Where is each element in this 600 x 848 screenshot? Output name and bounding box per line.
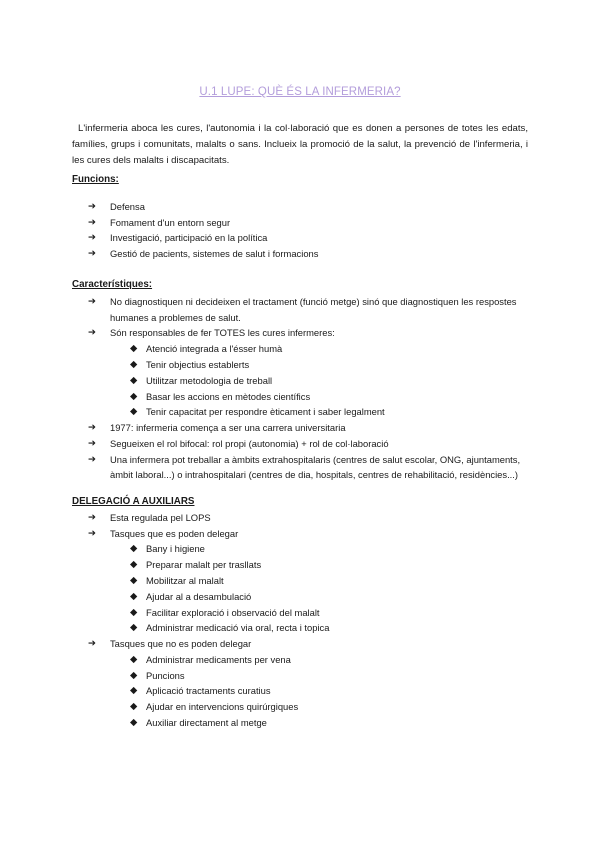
- arrow-right-icon: ➔: [88, 296, 96, 307]
- list-item: ➔ Defensa: [88, 199, 528, 215]
- arrow-right-icon: ➔: [88, 512, 96, 523]
- list-item: ➔ Investigació, participació en la política: [88, 230, 528, 246]
- list-item: ➔ Són responsables de fer TOTES les cures infermeres: ◆ Atenció integrada a l'ésser humà ◆ Tenir objectius establerts ◆ Utilitzar metodologia de treball ◆ Basar les accions en mètodes científics ◆ Tenir capacitat per respondre èticament i saber legalment: [88, 325, 528, 420]
- heading-caracteristiques: Característiques:: [72, 279, 153, 290]
- diamond-bullet-icon: ◆: [130, 406, 138, 418]
- list-funcions: [88, 199, 528, 262]
- sublist-item: ◆ Bany i higiene: [110, 541, 528, 557]
- sublist-item: ◆ Basar les accions en mètodes científics: [110, 389, 528, 405]
- arrow-right-icon: ➔: [88, 422, 96, 434]
- sublist-item: ◆ Tenir objectius establerts: [110, 357, 528, 373]
- arrow-right-icon: ➔: [88, 201, 96, 212]
- diamond-bullet-icon: ◆: [130, 559, 138, 571]
- arrow-right-icon: ➔: [88, 248, 96, 260]
- list-item: ➔ Esta regulada pel LOPS: [88, 510, 528, 526]
- diamond-bullet-icon: ◆: [130, 701, 138, 713]
- list-item: ➔ Fomament d'un entorn segur: [88, 215, 528, 231]
- intro-paragraph: L'infermeria aboca les cures, l'autonomia i la col·laboració que es donen a persones de totes les edats, famílies, grups i comunitats, malalts o sans. Inclueix la promoció de la salut, la prevenció de l'infermeria, i les cures dels malalts i discapacitats.: [72, 122, 528, 166]
- arrow-right-icon: ➔: [88, 327, 96, 339]
- list-item: ➔ Una infermera pot treballar a àmbits extrahospitalaris (centres de salut escolar, ONG, ajuntaments, àmbit laboral...) o intrahospitalari (centres de dia, hospitals, centres de rehabilitació, residències...): [88, 453, 521, 481]
- arrow-right-icon: ➔: [88, 527, 96, 539]
- list-item: ➔ Segueixen el rol bifocal: rol propi (autonomia) + rol de col·laboració: [88, 436, 528, 452]
- heading-delegacio: DELEGACIÓ A AUXILIARS: [72, 496, 195, 507]
- sublist-delegables: [110, 541, 528, 636]
- diamond-bullet-icon: ◆: [130, 653, 138, 665]
- diamond-bullet-icon: ◆: [130, 606, 138, 618]
- sublist-item: ◆ Aplicació tractaments curatius: [110, 683, 528, 699]
- sublist-item: ◆ Ajudar al a desambulació: [110, 589, 528, 605]
- sublist-item: ◆ Administrar medicació via oral, recta i topica: [110, 620, 528, 636]
- sublist-item: ◆ Tenir capacitat per respondre èticament i saber legalment: [110, 404, 528, 420]
- sublist-item: ◆ Utilitzar metodologia de treball: [110, 373, 528, 389]
- list-item: ➔ 1977: infermeria comença a ser una carrera universitaria: [88, 420, 528, 436]
- diamond-bullet-icon: ◆: [130, 390, 138, 402]
- list-item: ➔ Gestió de pacients, sistemes de salut i formacions: [88, 246, 528, 262]
- sublist-no-delegables: [110, 652, 528, 731]
- list-item: ➔ No diagnostiquen ni decideixen el tractament (funció metge) sinó que diagnostiquen les respostes humanes a problemes de salut.: [88, 296, 517, 323]
- sublist-cures: [110, 341, 528, 420]
- sublist-item: ◆ Administrar medicaments per vena: [110, 652, 528, 668]
- arrow-right-icon: ➔: [88, 216, 96, 228]
- sublist-item: ◆ Auxiliar directament al metge: [110, 715, 528, 731]
- sublist-item: ◆ Ajudar en intervencions quirúrgiques: [110, 699, 528, 715]
- diamond-bullet-icon: ◆: [130, 543, 138, 555]
- diamond-bullet-icon: ◆: [130, 717, 138, 729]
- diamond-bullet-icon: ◆: [130, 622, 138, 634]
- list-item: ➔ Tasques que es poden delegar ◆ Bany i higiene ◆ Preparar malalt per trasllats ◆ Mobilitzar al malalt ◆ Ajudar al a desambulació ◆ Facilitar exploració i observació del malalt ◆ Administrar medicació via oral, recta i topica: [88, 526, 528, 636]
- diamond-bullet-icon: ◆: [130, 575, 138, 586]
- arrow-right-icon: ➔: [88, 437, 96, 449]
- sublist-item: ◆ Facilitar exploració i observació del malalt: [110, 605, 528, 621]
- diamond-bullet-icon: ◆: [130, 669, 138, 681]
- list-delegacio: [88, 510, 528, 731]
- list-caracteristiques: [88, 294, 528, 483]
- arrow-right-icon: ➔: [88, 453, 96, 465]
- list-item: ➔ Tasques que no es poden delegar ◆ Administrar medicaments per vena ◆ Puncions ◆ Aplicació tractaments curatius ◆ Ajudar en intervencions quirúrgiques ◆ Auxiliar directament al metge: [88, 636, 528, 731]
- arrow-right-icon: ➔: [88, 638, 96, 650]
- diamond-bullet-icon: ◆: [130, 343, 138, 355]
- diamond-bullet-icon: ◆: [130, 590, 138, 602]
- diamond-bullet-icon: ◆: [130, 358, 138, 370]
- sublist-item: ◆ Puncions: [110, 668, 528, 684]
- heading-funcions: Funcions:: [72, 174, 119, 185]
- page-title: U.1 LUPE: QUÈ ÉS LA INFERMERIA?: [199, 86, 401, 98]
- diamond-bullet-icon: ◆: [130, 374, 138, 386]
- diamond-bullet-icon: ◆: [130, 685, 138, 697]
- sublist-item: ◆ Atenció integrada a l'ésser humà: [110, 341, 528, 357]
- sublist-item: ◆ Preparar malalt per trasllats: [110, 557, 528, 573]
- arrow-right-icon: ➔: [88, 232, 96, 244]
- sublist-item: ◆ Mobilitzar al malalt: [110, 573, 528, 589]
